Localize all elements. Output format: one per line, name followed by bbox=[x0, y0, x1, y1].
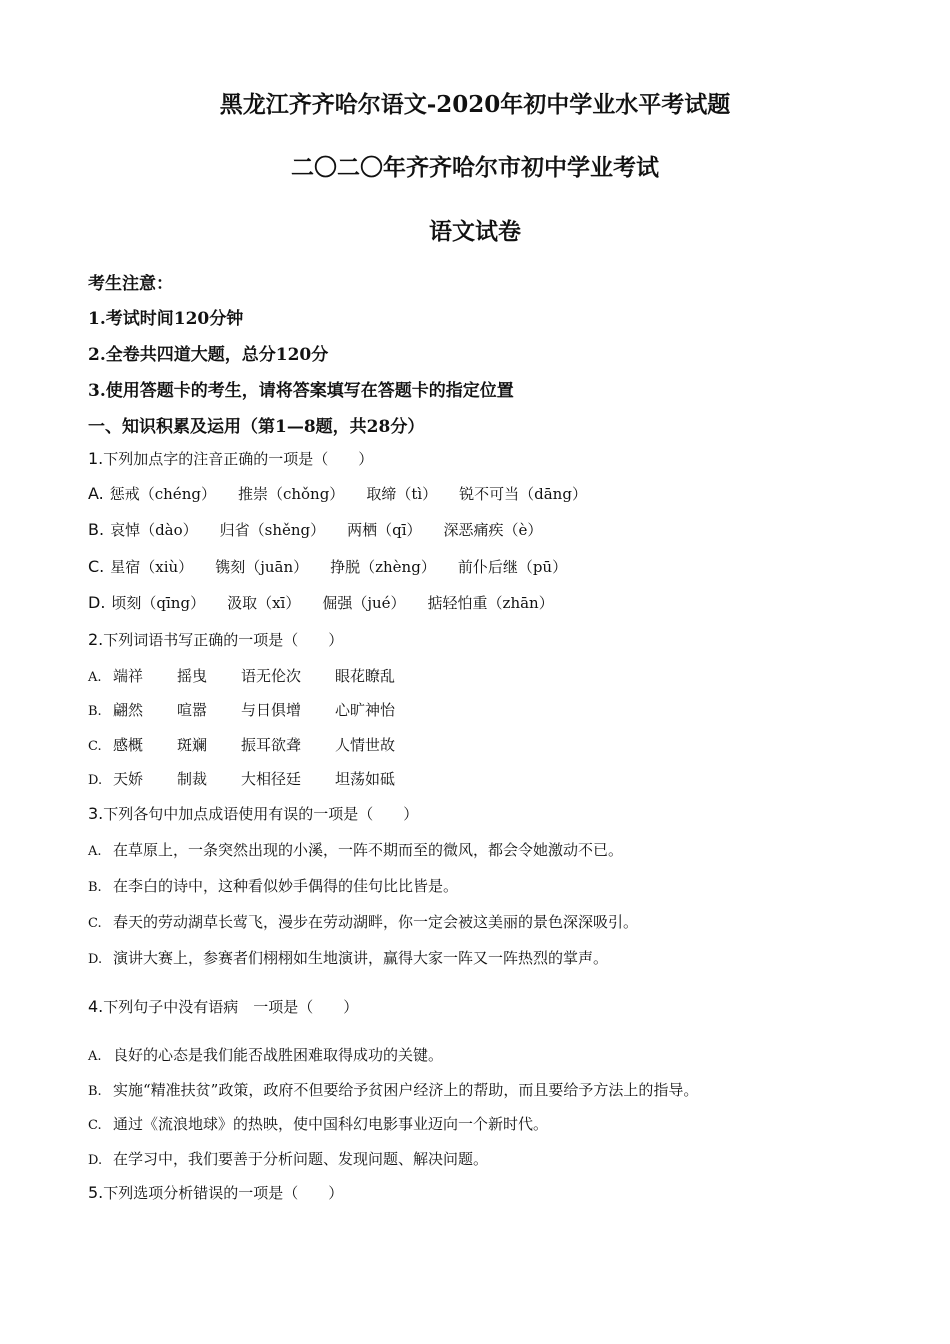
sentence-part: 的微风，都会令她激动不已。 bbox=[428, 841, 624, 859]
option-letter: B. bbox=[88, 520, 105, 539]
option-letter: B. bbox=[88, 880, 102, 895]
option-letter: C. bbox=[88, 557, 105, 576]
q1-option-c bbox=[88, 556, 567, 577]
option-item: 镌刻（juān） bbox=[215, 558, 309, 576]
option-word: 制裁 bbox=[177, 770, 208, 788]
option-item: 掂轻怕重（zhān） bbox=[427, 594, 554, 612]
option-word: 坦荡如砥 bbox=[335, 770, 396, 788]
option-letter: A. bbox=[88, 844, 102, 859]
option-letter: D. bbox=[88, 952, 103, 967]
option-word: 感概 bbox=[113, 736, 144, 754]
section-heading: 一、知识积累及运用（第1—8题，共28分） bbox=[88, 417, 425, 437]
q4-option-a bbox=[88, 1044, 443, 1065]
option-item: 倔强（jué） bbox=[322, 594, 406, 612]
option-text: 在学习中，我们要善于分析问题、发现问题、解决问题。 bbox=[113, 1150, 489, 1168]
option-word: 摇曳 bbox=[177, 667, 208, 685]
dotted-idiom: 草长莺飞 bbox=[203, 913, 264, 931]
option-word: 斑斓 bbox=[177, 736, 208, 754]
option-item: 推崇（chǒng） bbox=[237, 485, 345, 503]
option-item: 星宿（xiù） bbox=[110, 558, 194, 576]
option-letter: C. bbox=[88, 1118, 102, 1133]
option-item: 哀悼（dào） bbox=[110, 521, 198, 539]
q4-option-d bbox=[88, 1148, 488, 1169]
q3-option-c bbox=[88, 911, 638, 932]
option-item: 深恶痛疾（è） bbox=[443, 521, 543, 539]
question-number: 4. bbox=[88, 997, 104, 1016]
option-letter: C. bbox=[88, 916, 102, 931]
sentence-part: 的佳句比比皆是。 bbox=[338, 877, 459, 895]
option-item: 顷刻（qīng） bbox=[111, 594, 206, 612]
option-word: 端祥 bbox=[113, 667, 144, 685]
exam-title: 二〇二〇年齐齐哈尔市初中学业考试 bbox=[291, 154, 659, 181]
sentence-part: 地演讲，赢得大家一阵又一阵热烈的掌声。 bbox=[323, 949, 609, 967]
option-letter: A. bbox=[88, 1049, 102, 1064]
notice-heading: 考生注意： bbox=[88, 274, 173, 294]
notice-item: 1.考试时间120分钟 bbox=[88, 309, 244, 329]
option-item: 取缔（tì） bbox=[366, 485, 438, 503]
paper-title: 语文试卷 bbox=[429, 218, 521, 245]
q3-option-a bbox=[88, 839, 623, 860]
q3-option-b bbox=[88, 875, 458, 896]
question-number: 3. bbox=[88, 804, 104, 823]
dotted-idiom: 妙手偶得 bbox=[278, 877, 339, 895]
option-letter: C. bbox=[88, 739, 102, 754]
notice-item: 2.全卷共四道大题，总分120分 bbox=[88, 345, 329, 365]
option-word: 心旷神怡 bbox=[335, 701, 396, 719]
dotted-idiom: 栩栩如生 bbox=[263, 949, 324, 967]
option-item: 两栖（qī） bbox=[347, 521, 422, 539]
option-letter: A. bbox=[88, 484, 104, 503]
q1-option-a bbox=[88, 483, 587, 504]
option-word: 喧嚣 bbox=[177, 701, 208, 719]
option-item: 惩戒（chéng） bbox=[109, 485, 216, 503]
question-stem: 下列句子中没有语病 一项是（ ） bbox=[103, 998, 359, 1016]
option-word: 翩然 bbox=[113, 701, 144, 719]
question-number: 5. bbox=[88, 1183, 104, 1202]
option-word: 人情世故 bbox=[335, 736, 396, 754]
question-stem: 下列各句中加点成语使用有误的一项是（ ） bbox=[103, 805, 419, 823]
question-stem: 下列加点字的注音正确的一项是（ ） bbox=[103, 450, 374, 468]
question-2 bbox=[88, 629, 343, 650]
question-stem: 下列选项分析错误的一项是（ ） bbox=[103, 1184, 344, 1202]
question-1 bbox=[88, 448, 373, 469]
dotted-idiom: 不期而至 bbox=[368, 841, 429, 859]
option-word: 与日俱增 bbox=[241, 701, 302, 719]
sentence-part: 在李白的诗中，这种看似 bbox=[113, 877, 279, 895]
sentence-part: ，漫步在劳动湖畔，你一定会被这美丽的景色深深吸引。 bbox=[263, 913, 639, 931]
option-letter: D. bbox=[88, 593, 106, 612]
q1-option-b bbox=[88, 519, 542, 540]
option-word: 天娇 bbox=[113, 770, 144, 788]
question-5 bbox=[88, 1182, 343, 1203]
q2-option-c bbox=[88, 734, 395, 755]
question-3 bbox=[88, 803, 418, 824]
question-stem: 下列词语书写正确的一项是（ ） bbox=[103, 631, 344, 649]
option-word: 眼花瞭乱 bbox=[335, 667, 396, 685]
option-item: 挣脱（zhèng） bbox=[330, 558, 436, 576]
option-text: 通过《流浪地球》的热映，使中国科幻电影事业迈向一个新时代。 bbox=[113, 1115, 549, 1133]
q2-option-b bbox=[88, 699, 395, 720]
option-letter: B. bbox=[88, 1084, 102, 1099]
sentence-part: 在草原上，一条突然出现的小溪，一阵 bbox=[113, 841, 369, 859]
sentence-part: 春天的劳动湖 bbox=[113, 913, 204, 931]
option-item: 汲取（xī） bbox=[227, 594, 301, 612]
question-number: 1. bbox=[88, 449, 104, 468]
option-letter: D. bbox=[88, 1153, 103, 1168]
option-text: 实施“精准扶贫”政策，政府不但要给予贫困户经济上的帮助，而且要给予方法上的指导。 bbox=[113, 1081, 699, 1099]
document-title: 黑龙江齐齐哈尔语文-2020年初中学业水平考试题 bbox=[219, 91, 731, 118]
option-item: 锐不可当（dāng） bbox=[459, 485, 587, 503]
question-number: 2. bbox=[88, 630, 104, 649]
option-letter: D. bbox=[88, 773, 103, 788]
q1-option-d bbox=[88, 592, 554, 613]
q2-option-d bbox=[88, 768, 395, 789]
q2-option-a bbox=[88, 665, 395, 686]
option-word: 大相径廷 bbox=[241, 770, 302, 788]
question-4 bbox=[88, 996, 358, 1017]
option-item: 归省（shěng） bbox=[219, 521, 326, 539]
notice-item: 3.使用答题卡的考生，请将答案填写在答题卡的指定位置 bbox=[88, 381, 514, 401]
option-letter: A. bbox=[88, 670, 102, 685]
sentence-part: 演讲大赛上，参赛者们 bbox=[113, 949, 264, 967]
option-letter: B. bbox=[88, 704, 102, 719]
q4-option-b bbox=[88, 1079, 698, 1100]
option-item: 前仆后继（pū） bbox=[457, 558, 568, 576]
option-word: 语无伦次 bbox=[241, 667, 302, 685]
q3-option-d bbox=[88, 947, 608, 968]
q4-option-c bbox=[88, 1113, 548, 1134]
option-text: 良好的心态是我们能否战胜困难取得成功的关键。 bbox=[113, 1046, 444, 1064]
option-word: 振耳欲聋 bbox=[241, 736, 302, 754]
